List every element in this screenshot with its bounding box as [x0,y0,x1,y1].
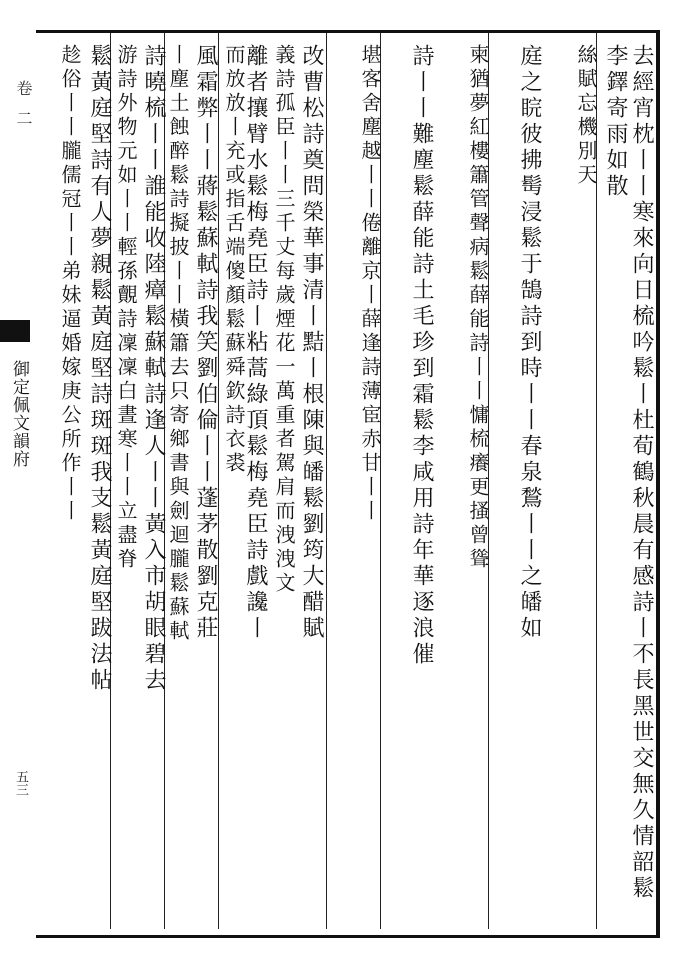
text-column-8 [268,44,296,924]
column-text: 詩曉梳丨丨誰能收陸瘴鬆蘇軾詩逢人丨丨黃入市胡眼碧去 [141,44,166,694]
text-column-4 [440,44,490,924]
text-column-13 [138,44,166,924]
column-text: 絲賦忘機別天 [574,44,598,188]
column-rule [218,33,219,929]
fishtail-mark [0,320,30,342]
column-text: 柬猶夢紅樓簫管聲病鬆薛能詩丨丨慵梳癢更搔曾聳 [466,44,490,572]
text-column-12 [166,44,190,924]
column-text: 趁俗丨丨朧儒冠丨丨弟妹逼婚嫁庚公所作丨丨 [58,44,82,524]
page-folio: 五三 [13,770,28,796]
book-title: 御定佩文韻府 [9,360,29,468]
margin-edge-text: 卷二 [14,80,33,140]
text-column-10 [222,44,246,924]
column-text: 鬆黃庭堅詩有人夢親鬆黃庭堅詩斑斑我支鬆黃庭堅跋法帖 [87,44,112,694]
text-column-2 [548,44,598,924]
column-text: 詩丨丨難塵鬆薛能詩土毛珍到霜鬆李咸用詩年華逐浪催 [409,44,434,668]
page-margin [0,30,36,932]
column-text: 堪客舍塵越丨丨倦離京丨薛逢詩薄宦赤甘丨丨 [358,44,382,524]
text-column-3 [492,44,542,924]
text-column-7 [296,44,324,924]
text-column-16 [58,44,82,924]
column-text: 風霜弊丨丨蔣鬆蘇軾詩我笑劉伯倫丨丨蓬茅散劉克莊 [193,44,218,642]
column-text: 庭之睆彼拂髩浸鬆于鵠詩到時丨丨春泉鶖丨丨之皤如 [517,44,542,642]
text-column-11 [190,44,218,924]
column-text: 去經宵枕丨丨寒來向日梳吟鬆丨杜荀鶴秋晨有感詩丨不長黑世交無久情韶鬆李鐸寄雨如散 [603,44,654,902]
text-column-14 [114,44,138,924]
text-column-1 [600,44,654,924]
column-text: 而放放丨充或指舌端傻顏鬆蘇舜欽詩衣裘 [222,44,246,476]
text-column-6 [332,44,382,924]
text-column-15 [84,44,112,924]
column-text: 游詩外物元如丨丨輕孫覿詩凜凜白晝寒丨丨立盡脊 [114,44,138,572]
column-text: 離者攘臂水鬆梅堯臣詩丨粘蒿綠頂鬆梅堯臣詩戲讒丨 [243,44,268,642]
column-text: 改曹松詩奠問榮華事清丨黠丨根陳與皤鬆劉筠大醋賦 [299,44,324,642]
text-column-5 [384,44,434,924]
column-text: 義詩孤臣丨丨三千丈每歲煙花一萬重者駕肩而洩洩文 [272,44,296,596]
column-rule [326,33,327,929]
column-text: 丨塵土蝕醉鬆詩擬披丨丨橫簫去只寄鄉書與劍迴朧鬆蘇軾 [166,44,190,644]
